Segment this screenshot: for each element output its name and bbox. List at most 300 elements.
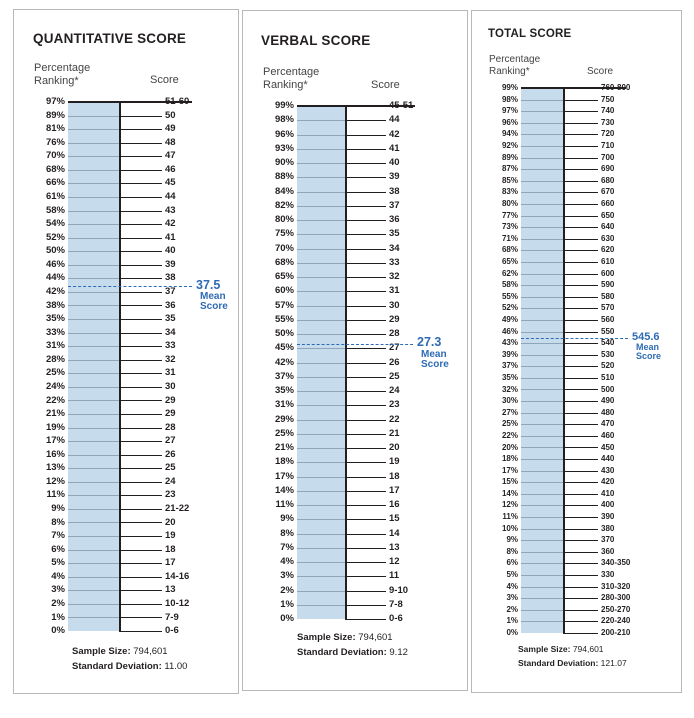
- score-tick: [565, 123, 598, 124]
- row-gridline: [297, 548, 345, 549]
- row-gridline: [297, 391, 345, 392]
- score-tick: [121, 428, 162, 429]
- score-label: 550: [601, 326, 615, 336]
- percentile-label: 16%: [45, 448, 65, 460]
- row-gridline: [521, 239, 563, 240]
- score-tick: [121, 563, 162, 564]
- percentile-label: 94%: [501, 129, 518, 139]
- row-gridline: [297, 562, 345, 563]
- score-label: 38: [389, 185, 400, 197]
- score-tick: [565, 552, 598, 553]
- score-label: 21: [389, 427, 400, 439]
- score-tick: [347, 434, 386, 435]
- score-tick: [347, 306, 386, 307]
- row-gridline: [521, 413, 563, 414]
- score-label: 48: [165, 136, 176, 148]
- score-label: 31: [389, 285, 400, 297]
- percentile-label: 66%: [45, 177, 65, 189]
- score-tick: [347, 320, 386, 321]
- row-gridline: [521, 204, 563, 205]
- score-label: 500: [601, 384, 615, 394]
- mean-score-value: 37.5: [196, 277, 221, 292]
- row-gridline: [521, 181, 563, 182]
- score-label: 36: [389, 214, 400, 226]
- verbal-chart-title: VERBAL SCORE: [261, 33, 371, 48]
- score-label: 12: [389, 556, 400, 568]
- score-label: 750: [601, 94, 615, 104]
- score-tick: [347, 534, 386, 535]
- percentile-label: 58%: [501, 280, 518, 290]
- score-tick: [347, 220, 386, 221]
- percentile-label: 68%: [45, 163, 65, 175]
- score-tick: [565, 181, 598, 182]
- row-gridline: [521, 320, 563, 321]
- percentile-label: 50%: [274, 328, 294, 340]
- row-gridline: [68, 278, 119, 279]
- score-column-header: Score: [371, 79, 400, 91]
- score-tick: [121, 631, 162, 632]
- score-label: 26: [389, 356, 400, 368]
- percentile-label: 7%: [280, 541, 294, 553]
- score-label: 730: [601, 117, 615, 127]
- score-label: 47: [165, 150, 176, 162]
- percentile-label: 22%: [45, 394, 65, 406]
- row-gridline: [521, 598, 563, 599]
- score-label: 41: [165, 231, 176, 243]
- score-tick: [121, 509, 162, 510]
- row-gridline: [68, 414, 119, 415]
- percentile-label: 28%: [45, 353, 65, 365]
- percentile-label: 9%: [51, 503, 65, 515]
- score-tick: [121, 495, 162, 496]
- percentile-label: 89%: [45, 109, 65, 121]
- score-label: 30: [165, 380, 176, 392]
- mean-score-value: 545.6: [632, 330, 660, 343]
- score-tick: [347, 391, 386, 392]
- percentile-label: 39%: [501, 349, 518, 359]
- percentile-label: 96%: [501, 117, 518, 127]
- score-tick: [347, 619, 386, 620]
- score-label: 29: [165, 394, 176, 406]
- percentile-label: 4%: [51, 570, 65, 582]
- row-gridline: [68, 251, 119, 252]
- percentile-label: 81%: [45, 123, 65, 135]
- score-label: 580: [601, 291, 615, 301]
- percentile-label: 80%: [501, 198, 518, 208]
- percentile-label: 9%: [506, 535, 518, 545]
- row-gridline: [521, 134, 563, 135]
- score-label: 370: [601, 535, 615, 545]
- row-gridline: [68, 319, 119, 320]
- percentile-label: 3%: [280, 570, 294, 582]
- total-score-panel: [471, 10, 682, 693]
- score-label: 36: [165, 299, 176, 311]
- percentile-label: 97%: [501, 106, 518, 116]
- score-label: 25: [389, 370, 400, 382]
- row-gridline: [68, 373, 119, 374]
- row-gridline: [297, 120, 345, 121]
- score-label: 760-800: [601, 83, 631, 93]
- score-label: 480: [601, 407, 615, 417]
- score-label: 22: [389, 413, 400, 425]
- sample-size-value: 794,601: [133, 646, 168, 657]
- score-tick: [565, 517, 598, 518]
- percentile-label: 7%: [51, 530, 65, 542]
- score-label: 42: [165, 218, 176, 230]
- score-tick: [565, 134, 598, 135]
- score-label: 600: [601, 268, 615, 278]
- score-label: 14-16: [165, 570, 190, 582]
- score-tick: [121, 360, 162, 361]
- row-gridline: [68, 143, 119, 144]
- row-gridline: [68, 224, 119, 225]
- score-tick: [121, 441, 162, 442]
- row-gridline: [521, 540, 563, 541]
- score-tick: [565, 633, 598, 634]
- score-label: 29: [165, 408, 176, 420]
- score-tick: [347, 505, 386, 506]
- score-tick: [121, 224, 162, 225]
- percentile-label: 42%: [45, 286, 65, 297]
- score-tick: [347, 377, 386, 378]
- score-label: 50: [165, 109, 176, 121]
- score-label: 39: [165, 258, 176, 270]
- percentile-label: 10%: [501, 523, 518, 533]
- row-gridline: [521, 389, 563, 390]
- row-gridline: [521, 610, 563, 611]
- score-label: 35: [389, 228, 400, 240]
- score-label: 560: [601, 314, 615, 324]
- row-gridline: [521, 505, 563, 506]
- mean-score-value: 27.3: [417, 335, 442, 350]
- percentile-label: 17%: [501, 465, 518, 475]
- row-gridline: [68, 536, 119, 537]
- score-label: 24: [389, 385, 400, 397]
- score-tick: [565, 320, 598, 321]
- score-label: 620: [601, 245, 615, 255]
- sample-size-line: [297, 632, 393, 643]
- row-gridline: [297, 363, 345, 364]
- percentile-label: 61%: [45, 191, 65, 203]
- row-gridline: [297, 334, 345, 335]
- row-gridline: [297, 306, 345, 307]
- standard-deviation-line: [518, 658, 627, 668]
- score-label: 51-60: [165, 96, 190, 108]
- row-gridline: [521, 192, 563, 193]
- percentile-label: 11%: [275, 499, 294, 511]
- score-label: 410: [601, 488, 615, 498]
- percentile-label: 99%: [501, 83, 518, 93]
- percentile-label: 31%: [45, 340, 65, 352]
- row-gridline: [521, 378, 563, 379]
- row-gridline: [297, 192, 345, 193]
- percentile-label: 30%: [501, 396, 518, 406]
- mean-score-line: [521, 338, 628, 339]
- score-tick: [565, 494, 598, 495]
- score-tick: [347, 120, 386, 121]
- score-tick: [565, 239, 598, 240]
- row-gridline: [521, 447, 563, 448]
- score-tick: [121, 129, 162, 130]
- percentile-label: 0%: [51, 625, 65, 637]
- score-label: 45-51: [389, 100, 414, 112]
- score-label: 470: [601, 419, 615, 429]
- score-tick: [347, 591, 386, 592]
- percentile-label: 8%: [51, 516, 65, 528]
- score-label: 610: [601, 256, 615, 266]
- score-label: 31: [165, 367, 176, 379]
- percentile-label: 50%: [45, 245, 65, 257]
- score-tick: [565, 250, 598, 251]
- score-label: 7-9: [165, 611, 179, 623]
- percentile-label: 97%: [45, 96, 65, 108]
- percentile-label: 33%: [45, 326, 65, 338]
- score-tick: [565, 146, 598, 147]
- percentile-label: 44%: [45, 272, 65, 284]
- row-gridline: [521, 401, 563, 402]
- score-tick: [347, 491, 386, 492]
- score-tick: [347, 348, 386, 349]
- score-label: 11: [389, 570, 400, 582]
- score-tick: [121, 102, 162, 103]
- score-label: 390: [601, 512, 615, 522]
- row-gridline: [521, 366, 563, 367]
- score-tick: [121, 536, 162, 537]
- percentile-label: 96%: [274, 128, 294, 140]
- row-gridline: [297, 420, 345, 421]
- score-tick: [565, 158, 598, 159]
- score-tick: [565, 424, 598, 425]
- row-gridline: [297, 291, 345, 292]
- score-label: 650: [601, 210, 615, 220]
- row-gridline: [521, 587, 563, 588]
- percentile-label: 45%: [274, 342, 294, 354]
- row-gridline: [68, 156, 119, 157]
- sample-size-label: Sample Size:: [72, 646, 131, 657]
- row-gridline: [68, 563, 119, 564]
- score-tick: [565, 100, 598, 101]
- score-tick: [565, 540, 598, 541]
- percentile-label: 18%: [274, 456, 294, 468]
- percentage-ranking-header: Percentage Ranking*: [489, 54, 541, 77]
- percentile-label: 93%: [274, 142, 294, 154]
- percentile-label: 5%: [506, 570, 518, 580]
- score-tick: [565, 216, 598, 217]
- score-tick: [347, 106, 386, 107]
- percentile-label: 31%: [274, 399, 294, 411]
- score-tick: [121, 183, 162, 184]
- row-gridline: [68, 170, 119, 171]
- score-label: 460: [601, 430, 615, 440]
- score-label: 39: [389, 171, 400, 183]
- score-label: 310-320: [601, 581, 631, 591]
- score-label: 740: [601, 106, 615, 116]
- row-gridline: [521, 100, 563, 101]
- score-label: 490: [601, 396, 615, 406]
- score-label: 17: [389, 484, 400, 496]
- percentile-label: 11%: [502, 512, 518, 522]
- score-tick: [347, 291, 386, 292]
- score-tick: [565, 297, 598, 298]
- score-tick: [121, 400, 162, 401]
- score-tick: [565, 285, 598, 286]
- row-gridline: [297, 462, 345, 463]
- score-tick: [565, 413, 598, 414]
- row-gridline: [297, 576, 345, 577]
- score-label: 32: [389, 271, 400, 283]
- percentile-label: 2%: [280, 584, 294, 596]
- score-label: 670: [601, 187, 615, 197]
- row-gridline: [521, 343, 563, 344]
- percentile-label: 29%: [274, 413, 294, 425]
- score-label: 590: [601, 280, 615, 290]
- percentile-label: 18%: [501, 454, 518, 464]
- row-gridline: [521, 517, 563, 518]
- percentage-ranking-header: Percentage Ranking*: [34, 62, 91, 87]
- row-gridline: [297, 491, 345, 492]
- score-label: 13: [389, 541, 400, 553]
- percentile-label: 1%: [280, 598, 294, 610]
- row-gridline: [297, 434, 345, 435]
- score-label: 34: [165, 326, 176, 338]
- score-tick: [121, 278, 162, 279]
- score-label: 30: [389, 299, 400, 311]
- score-tick: [347, 548, 386, 549]
- score-tick: [565, 587, 598, 588]
- score-tick: [347, 263, 386, 264]
- percentile-label: 15%: [501, 477, 518, 487]
- score-label: 28: [389, 328, 400, 340]
- percentile-label: 25%: [45, 367, 65, 379]
- percentile-label: 12%: [45, 475, 65, 487]
- score-tick: [565, 355, 598, 356]
- score-tick: [347, 363, 386, 364]
- percentile-label: 68%: [274, 256, 294, 268]
- percentile-label: 65%: [501, 256, 518, 266]
- score-tick: [565, 610, 598, 611]
- row-gridline: [521, 494, 563, 495]
- score-label: 690: [601, 164, 615, 174]
- row-gridline: [68, 455, 119, 456]
- percentile-label: 17%: [274, 470, 294, 482]
- score-label: 17: [165, 557, 176, 569]
- score-tick: [565, 471, 598, 472]
- score-tick: [565, 575, 598, 576]
- percentile-label: 37%: [501, 361, 518, 371]
- percentile-label: 52%: [501, 303, 518, 313]
- percentile-label: 89%: [501, 152, 518, 162]
- percentile-label: 0%: [506, 628, 518, 638]
- row-gridline: [521, 227, 563, 228]
- percentile-label: 42%: [274, 356, 294, 368]
- score-label: 510: [601, 372, 615, 382]
- row-gridline: [68, 509, 119, 510]
- mean-score-label: Mean Score: [636, 342, 662, 362]
- standard-deviation-label: Standard Deviation:: [518, 657, 599, 668]
- percentile-label: 4%: [280, 556, 294, 568]
- sample-size-value: 794,601: [572, 644, 604, 654]
- row-gridline: [297, 605, 345, 606]
- percentile-label: 57%: [274, 299, 294, 311]
- percentile-label: 12%: [501, 500, 518, 510]
- percentile-label: 1%: [51, 611, 65, 623]
- row-gridline: [297, 448, 345, 449]
- verbal-score-panel: [242, 10, 468, 691]
- score-tick: [565, 482, 598, 483]
- percentile-label: 22%: [501, 430, 518, 440]
- score-label: 14: [389, 527, 400, 539]
- percentile-label: 35%: [274, 385, 294, 397]
- percentile-label: 71%: [501, 233, 518, 243]
- row-gridline: [297, 348, 345, 349]
- percentile-label: 98%: [274, 114, 294, 126]
- score-tick: [121, 482, 162, 483]
- row-gridline: [68, 116, 119, 117]
- percentile-label: 55%: [274, 313, 294, 325]
- row-gridline: [68, 387, 119, 388]
- percentile-label: 76%: [45, 136, 65, 148]
- sample-size-line: [72, 646, 168, 657]
- quantitative-chart-title: QUANTITATIVE SCORE: [33, 31, 187, 46]
- percentile-label: 84%: [274, 185, 294, 197]
- score-tick: [121, 373, 162, 374]
- score-tick: [121, 604, 162, 605]
- row-gridline: [68, 482, 119, 483]
- percentile-label: 1%: [506, 616, 518, 626]
- score-tick: [565, 204, 598, 205]
- standard-deviation-label: Standard Deviation:: [72, 661, 162, 673]
- score-tick: [565, 447, 598, 448]
- score-label: 630: [601, 233, 615, 243]
- score-tick: [121, 319, 162, 320]
- row-gridline: [521, 482, 563, 483]
- mean-score-line: [68, 286, 192, 287]
- score-tick: [121, 468, 162, 469]
- score-label: 710: [601, 141, 615, 151]
- percentile-label: 25%: [274, 427, 294, 439]
- row-gridline: [521, 262, 563, 263]
- score-tick: [347, 277, 386, 278]
- score-tick: [121, 590, 162, 591]
- standard-deviation-line: [297, 647, 408, 658]
- score-label: 24: [165, 475, 176, 487]
- row-gridline: [521, 285, 563, 286]
- score-label: 10-12: [165, 597, 190, 609]
- score-label: 19: [165, 530, 176, 542]
- row-gridline: [68, 468, 119, 469]
- row-gridline: [521, 575, 563, 576]
- row-gridline: [68, 550, 119, 551]
- score-label: 29: [389, 313, 400, 325]
- percentile-label: 49%: [501, 314, 518, 324]
- score-label: 44: [389, 114, 400, 126]
- percentile-label: 73%: [501, 222, 518, 232]
- score-tick: [347, 135, 386, 136]
- score-label: 18: [165, 543, 176, 555]
- score-label: 42: [389, 128, 400, 140]
- score-label: 44: [165, 191, 176, 203]
- standard-deviation-label: Standard Deviation:: [297, 647, 387, 659]
- score-label: 33: [165, 340, 176, 352]
- row-gridline: [68, 305, 119, 306]
- row-gridline: [521, 297, 563, 298]
- score-tick: [347, 206, 386, 207]
- score-tick: [121, 522, 162, 523]
- percentile-label: 21%: [45, 408, 65, 420]
- percentile-label: 24%: [45, 380, 65, 392]
- percentile-label: 80%: [274, 214, 294, 226]
- row-gridline: [68, 441, 119, 442]
